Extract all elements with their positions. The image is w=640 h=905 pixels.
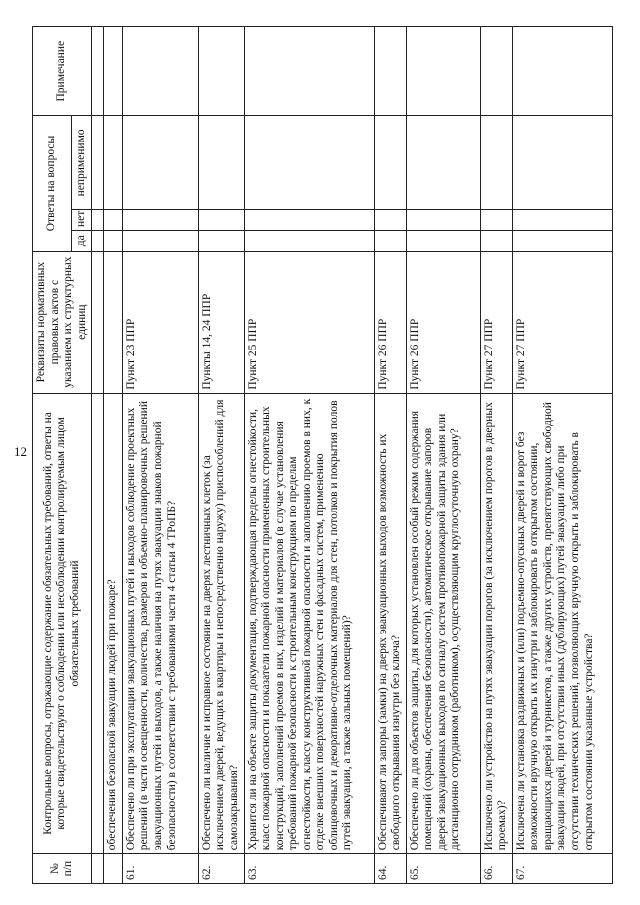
row-question: Обеспечено ли для объектов защиты, для которых установлен особый режим содержания помещений (охраны, обеспечения безопасности), автоматическое открывание запоров дверей эвакуационных выходов по сигналу систем противопожарной защиты здания или дистанционно сотрудником (работником), осуществляющим круглосуточную охрану? bbox=[406, 393, 480, 854]
header-number-row bbox=[92, 27, 104, 884]
row-number: 67. bbox=[512, 854, 613, 884]
row-requisites: Пункт 23 ППР bbox=[122, 251, 198, 393]
answer-yes-cell[interactable] bbox=[104, 230, 123, 251]
answer-no-cell[interactable] bbox=[122, 210, 198, 231]
answer-no-cell[interactable] bbox=[198, 210, 244, 231]
row-question: Исключена ли установка раздвижных и (или) подъемно-опускных дверей и ворот без возможности вручную открыть их изнутри и заблокировать в открытом состоянии, вращающихся дверей и турникетов, а также других устройств, препятствующих свободной эвакуации людей, при отсутствии иных (дублирующих) путей эвакуации либо при отсутствии технических решений, позволяющих вручную открыть и заблокировать в открытом состоянии указанные устройства? bbox=[512, 393, 613, 854]
answer-yes-cell[interactable] bbox=[122, 230, 198, 251]
note-cell[interactable] bbox=[374, 27, 406, 116]
note-cell[interactable] bbox=[122, 27, 198, 116]
header-yes: да bbox=[71, 230, 91, 251]
note-cell[interactable] bbox=[480, 27, 512, 116]
note-cell[interactable] bbox=[104, 27, 123, 116]
row-question: обеспечения безопасной эвакуации людей при пожаре? bbox=[104, 393, 123, 854]
answer-na-cell[interactable] bbox=[406, 116, 480, 210]
answer-no-cell[interactable] bbox=[104, 210, 123, 231]
row-question: Обеспечено ли наличие и исправное состояние на дверях лестничных клеток (за исключением дверей, ведущих в квартиры и непосредственно наружу) приспособлений для самозакрывания? bbox=[198, 393, 244, 854]
answer-yes-cell[interactable] bbox=[198, 230, 244, 251]
table-row bbox=[480, 27, 512, 884]
header-answers: Ответы на вопросы bbox=[33, 116, 72, 251]
answer-na-cell[interactable] bbox=[104, 116, 123, 210]
table-row bbox=[512, 27, 613, 884]
header-not-applicable: неприменимо bbox=[71, 116, 91, 210]
table-row bbox=[122, 27, 198, 884]
table-row bbox=[104, 27, 123, 884]
answer-na-cell[interactable] bbox=[480, 116, 512, 210]
answer-no-cell[interactable] bbox=[244, 210, 374, 231]
answer-na-cell[interactable] bbox=[198, 116, 244, 210]
note-cell[interactable] bbox=[244, 27, 374, 116]
note-cell[interactable] bbox=[198, 27, 244, 116]
note-cell[interactable] bbox=[406, 27, 480, 116]
header-question: Контрольные вопросы, отражающие содержание обязательных требований, ответы на которые свидетельствуют о соблюдении или несоблюдении контролируемым лицом обязательных требований bbox=[33, 393, 92, 854]
answer-yes-cell[interactable] bbox=[480, 230, 512, 251]
row-question: Хранится ли на объекте защиты документация, подтверждающая пределы огнестойкости, класс пожарной опасности и показатели пожарной опасности примененных строительных конструкций, заполнений проемов в них, изделий и материалов (в случае установления требований пожарной безопасности к строительным конструкциям по пределам огнестойкости, классу конструктивной пожарной опасности и заполнению проемов в них, к отделке внешних поверхностей наружных стен и фасадных систем, применению облицовочных и декоративно-отделочных материалов для стен, потолков и покрытия полов путей эвакуации, а также зальных помещений)? bbox=[244, 393, 374, 854]
row-number: 63. bbox=[244, 854, 374, 884]
table-row bbox=[374, 27, 406, 884]
row-question: Исключено ли устройство на путях эвакуации порогов (за исключением порогов в дверных проемах)? bbox=[480, 393, 512, 854]
header-no: нет bbox=[71, 210, 91, 231]
table-row bbox=[198, 27, 244, 884]
answer-yes-cell[interactable] bbox=[244, 230, 374, 251]
table-row bbox=[406, 27, 480, 884]
row-requisites: Пункт 27 ППР bbox=[512, 251, 613, 393]
row-question: Обеспечено ли при эксплуатации эвакуационных путей и выходов соблюдение проектных решений (в части освещенности, количества, размеров и объемно-планировочных решений эвакуационных путей и выходов, а также наличия на путях эвакуации знаков пожарной безопасности) в соответствии с требованиями части 4 статьи 4 ТРоПБ? bbox=[122, 393, 198, 854]
header-num: № п/п bbox=[33, 854, 92, 884]
row-requisites: Пункт 27 ППР bbox=[480, 251, 512, 393]
row-number: 61. bbox=[122, 854, 198, 884]
row-number bbox=[104, 854, 123, 884]
note-cell[interactable] bbox=[512, 27, 613, 116]
answer-na-cell[interactable] bbox=[374, 116, 406, 210]
checklist-table bbox=[32, 26, 613, 884]
answer-yes-cell[interactable] bbox=[512, 230, 613, 251]
row-number: 65. bbox=[406, 854, 480, 884]
header-note: Примечание bbox=[33, 27, 92, 116]
answer-na-cell[interactable] bbox=[512, 116, 613, 210]
answer-yes-cell[interactable] bbox=[406, 230, 480, 251]
answer-na-cell[interactable] bbox=[244, 116, 374, 210]
row-requisites: Пункты 14, 24 ППР bbox=[198, 251, 244, 393]
answer-yes-cell[interactable] bbox=[374, 230, 406, 251]
row-question: Обеспечивают ли запоры (замки) на дверях эвакуационных выходов возможность их свободного открывания изнутри без ключа? bbox=[374, 393, 406, 854]
answer-no-cell[interactable] bbox=[512, 210, 613, 231]
header-requisites: Реквизиты нормативных правовых актов с указанием их структурных единиц bbox=[33, 251, 92, 393]
answer-no-cell[interactable] bbox=[480, 210, 512, 231]
answer-no-cell[interactable] bbox=[374, 210, 406, 231]
row-requisites bbox=[104, 251, 123, 393]
row-number: 66. bbox=[480, 854, 512, 884]
row-requisites: Пункт 25 ППР bbox=[244, 251, 374, 393]
row-number: 64. bbox=[374, 854, 406, 884]
table-row bbox=[244, 27, 374, 884]
row-requisites: Пункт 26 ППР bbox=[406, 251, 480, 393]
answer-na-cell[interactable] bbox=[122, 116, 198, 210]
page-number: 12 bbox=[14, 444, 27, 459]
answer-no-cell[interactable] bbox=[406, 210, 480, 231]
row-number: 62. bbox=[198, 854, 244, 884]
row-requisites: Пункт 26 ППР bbox=[374, 251, 406, 393]
rotated-table-container bbox=[32, 26, 612, 884]
